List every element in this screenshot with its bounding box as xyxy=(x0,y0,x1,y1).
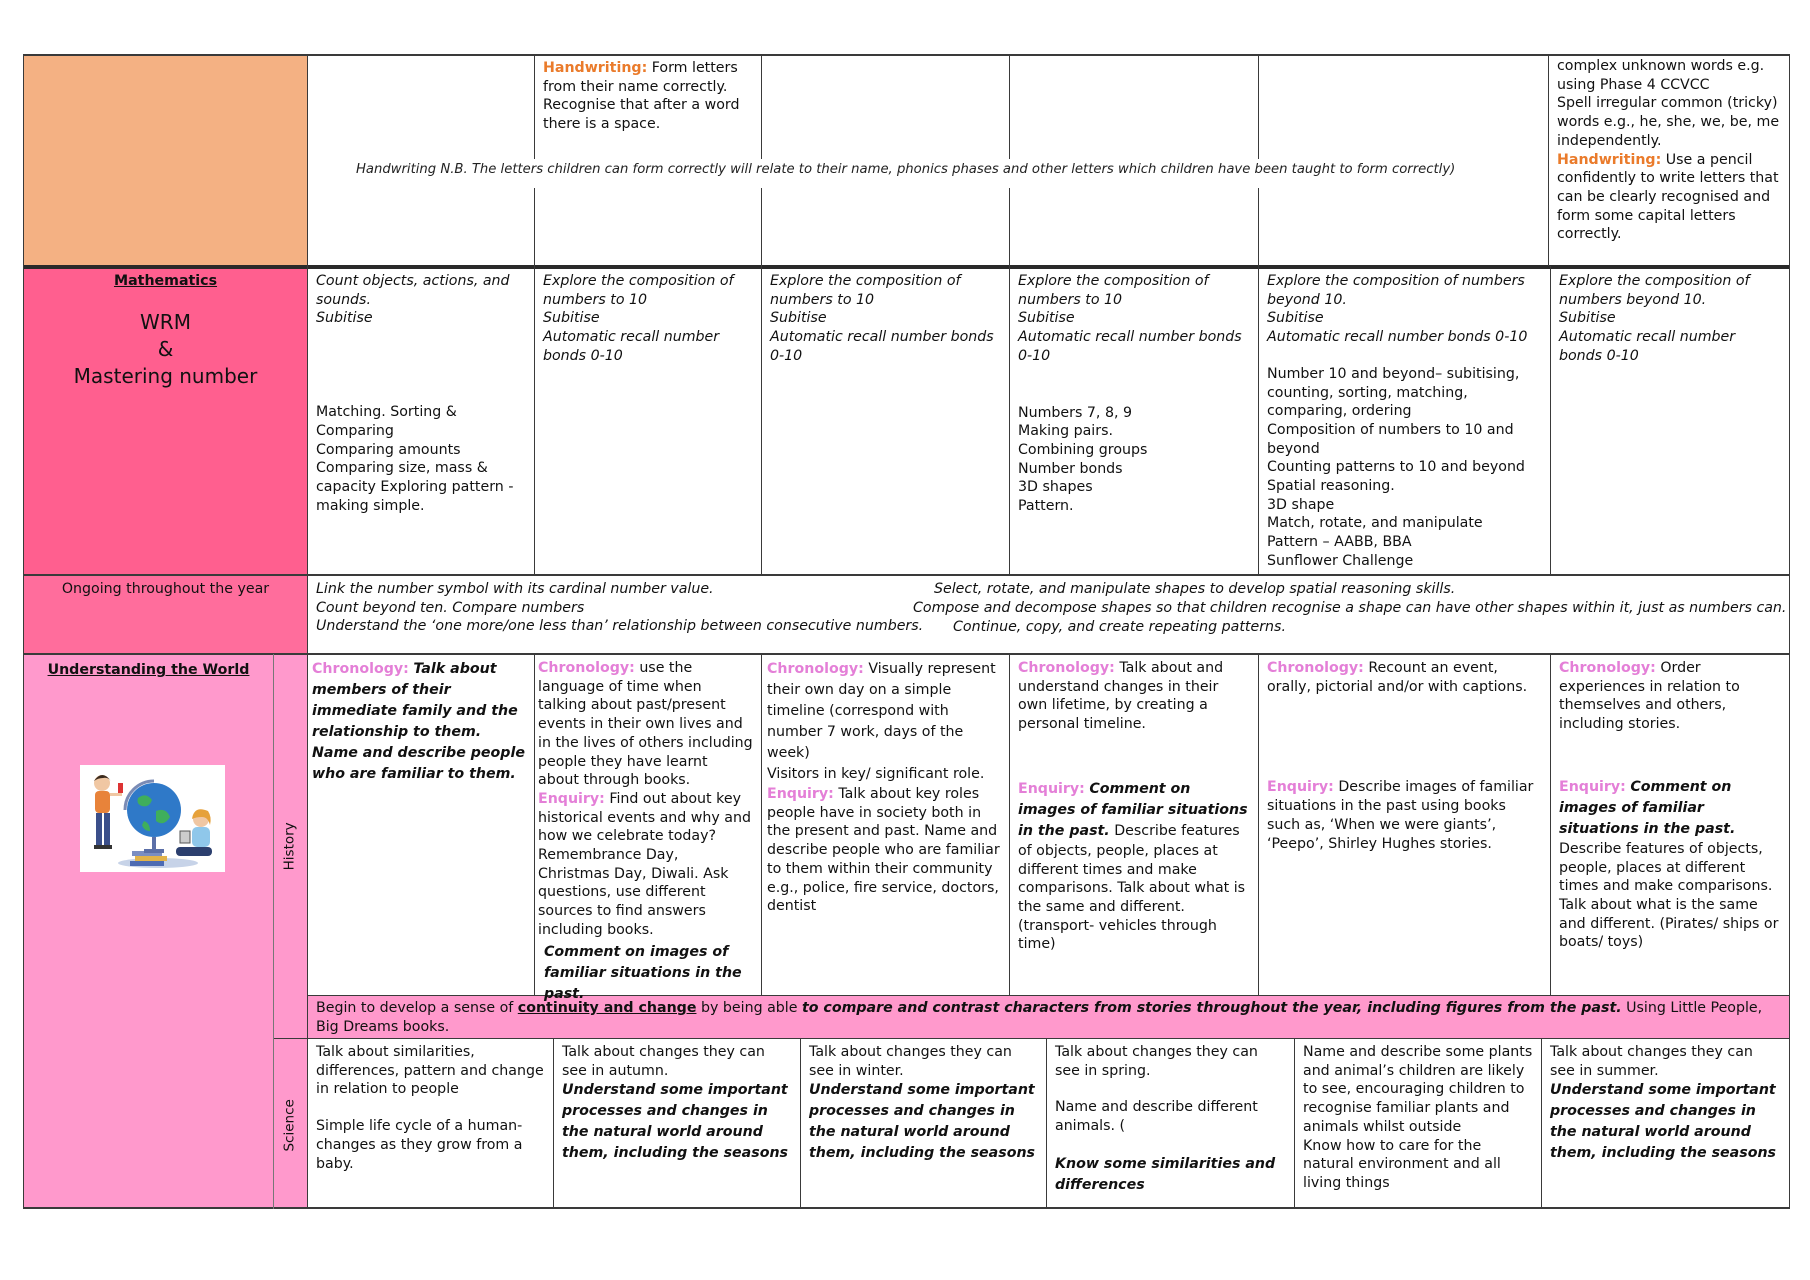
ongoing-right-2: Compose and decompose shapes so that children recognise a shape can have other shapes within it, just as numbers can. xyxy=(913,600,1787,616)
science-spring1-cell: Talk about changes they can see in winter. Understand some important processes and changes in the natural world around them, including the seasons xyxy=(809,1044,1035,1162)
science-summer1-cell: Name and describe some plants and animal’s children are likely to see, encouraging children to recognise familiar plants and animals whilst outside Know how to care for the natural environment and all living things xyxy=(1303,1044,1533,1191)
history-spring2-cell: Chronology: Talk about and understand changes in their own lifetime, by creating a personal timeline. Enquiry: Comment on images of familiar situations in the past. Describe features of objects, people, places at different times and make comparisons. Talk about what is the same and different. (transport- vehicles through time) xyxy=(1018,660,1248,953)
maths-spring2-cell: Explore the composition of numbers to 10 Subitise Automatic recall number bonds 0-10 Numbers 7, 8, 9 Making pairs. Combining groups Number bonds 3D shapes Pattern. xyxy=(1018,273,1242,515)
continuity-text: Begin to develop a sense of continuity and change by being able to compare and contrast characters from stories throughout the year, including figures from the past. Using Little People, Big Dreams books. xyxy=(316,1000,1763,1035)
maths-spring1-cell: Explore the composition of numbers to 10 Subitise Automatic recall number bonds 0-10 xyxy=(770,273,994,364)
maths-summer1-cell: Explore the composition of numbers beyond 10. Subitise Automatic recall number bonds 0-10 Number 10 and beyond– subitising, counting, sorting, matching, comparing, ordering Composition of numbers to 10 and beyond Counting patterns to 10 and beyond Spatial reasoning. 3D shape Match, rotate, and manipulate Pattern – AABB, BBA Sunflower Challenge xyxy=(1267,273,1528,569)
maths-title-cell xyxy=(24,268,307,468)
handwriting-label: Handwriting: xyxy=(543,60,648,76)
globe-children-illustration xyxy=(80,765,225,872)
utw-label-cell xyxy=(23,654,273,1208)
history-summer2-cell: Chronology: Order experiences in relation to themselves and others, including stories. Enquiry: Comment on images of familiar situations in the past. Describe features of objects, people, places at different times and make comparisons. Talk about what is the same and different. (Pirates/ ships or boats/ toys) xyxy=(1559,660,1779,951)
literacy-autumn2-cell xyxy=(535,55,761,155)
history-autumn2-cell: Chronology: use the language of time when talking about past/present events in their own lives and in the lives of others including people they have learnt about through books. Enquiry: Find out about key historical events and why and how we celebrate today? Remembrance Day, Christmas Day, Diwali. Ask questions, use different sources to find answers including books. Comment on images of familiar situations in the past. xyxy=(538,660,753,1002)
maths-autumn1-cell: Count objects, actions, and sounds. Subitise Matching. Sorting & Comparing Comparing amounts Comparing size, mass & capacity Exploring pattern - making simple. xyxy=(316,273,514,514)
literacy-summer2-line-2: Spell irregular common (tricky) words e.g., he, she, we, be, me independently. xyxy=(1557,95,1780,149)
ongoing-label: Ongoing throughout the year xyxy=(61,581,270,597)
history-autumn1-cell: Chronology: Talk about members of their immediate family and the relationship to them. Name and describe people who are familiar to them. xyxy=(312,661,525,782)
maths-subtitle-2: & xyxy=(157,336,174,361)
handwriting-summer2: Handwriting: Use a pencil confidently to write letters that can be clearly recognised and form some capital letters correctly. xyxy=(1557,151,1779,243)
history-spring1-cell: Chronology: Visually represent their own day on a simple timeline (correspond with number 7 work, days of the week) Visitors in key/ significant role. Enquiry: Talk about key roles people have in society both in the present and past. Name and describe people who are familiar to them within their community e.g., police, fire service, doctors, dentist xyxy=(767,661,1000,915)
chronology-label: Chronology: xyxy=(312,661,409,677)
science-autumn2-cell: Talk about changes they can see in autumn. Understand some important processes and changes in the natural world around them, including the seasons xyxy=(562,1044,788,1162)
maths-subtitle-3: Mastering number xyxy=(73,363,258,388)
ongoing-left: Link the number symbol with its cardinal number value. Count beyond ten. Compare numbers Understand the ‘one more/one less than’ relationship between consecutive numbers. xyxy=(316,581,924,635)
maths-subtitle-1: WRM xyxy=(140,309,191,334)
literacy-summer2-line-1: complex unknown words e.g. using Phase 4 CCVCC xyxy=(1557,58,1765,93)
enquiry-label: Enquiry: xyxy=(538,790,605,807)
science-autumn1-cell: Talk about similarities, differences, pattern and change in relation to people Simple life cycle of a human- changes as they grow from a baby. xyxy=(316,1044,544,1172)
maths-summer2-cell: Explore the composition of numbers beyond 10. Subitise Automatic recall number bonds 0-10 xyxy=(1559,273,1750,364)
ongoing-right-1: Select, rotate, and manipulate shapes to develop spatial reasoning skills. xyxy=(934,581,1456,597)
maths-autumn2-cell: Explore the composition of numbers to 10 Subitise Automatic recall number bonds 0-10 xyxy=(543,273,734,364)
history-summer1-cell: Chronology: Recount an event, orally, pictorial and/or with captions. Enquiry: Describe images of familiar situations in the past using books such as, ‘When we were giants’, ‘Peepo’, Shirley Hughes stories. xyxy=(1267,660,1534,852)
handwriting-note: Handwriting N.B. The letters children can form correctly will relate to their name, phonics phases and other letters which children have been taught to form correctly) xyxy=(356,162,1456,177)
literacy-label-cell xyxy=(23,54,308,266)
maths-title: Mathematics xyxy=(113,273,218,289)
literacy-summer2-cell xyxy=(1549,53,1790,266)
science-side-label: Science xyxy=(281,1099,298,1152)
science-summer2-cell: Talk about changes they can see in summer. Understand some important processes and changes in the natural world around them, including the seasons xyxy=(1550,1044,1776,1162)
handwriting-autumn2: Handwriting: Form letters from their name correctly. Recognise that after a word there is a space. xyxy=(543,60,740,133)
science-spring2-cell: Talk about changes they can see in spring. Name and describe different animals. ( Know some similarities and differences xyxy=(1055,1044,1276,1193)
globe-children-image xyxy=(80,765,225,872)
utw-title: Understanding the World xyxy=(47,662,250,678)
history-side-label: History xyxy=(281,822,298,871)
ongoing-right-3: Continue, copy, and create repeating patterns. xyxy=(953,619,1286,635)
